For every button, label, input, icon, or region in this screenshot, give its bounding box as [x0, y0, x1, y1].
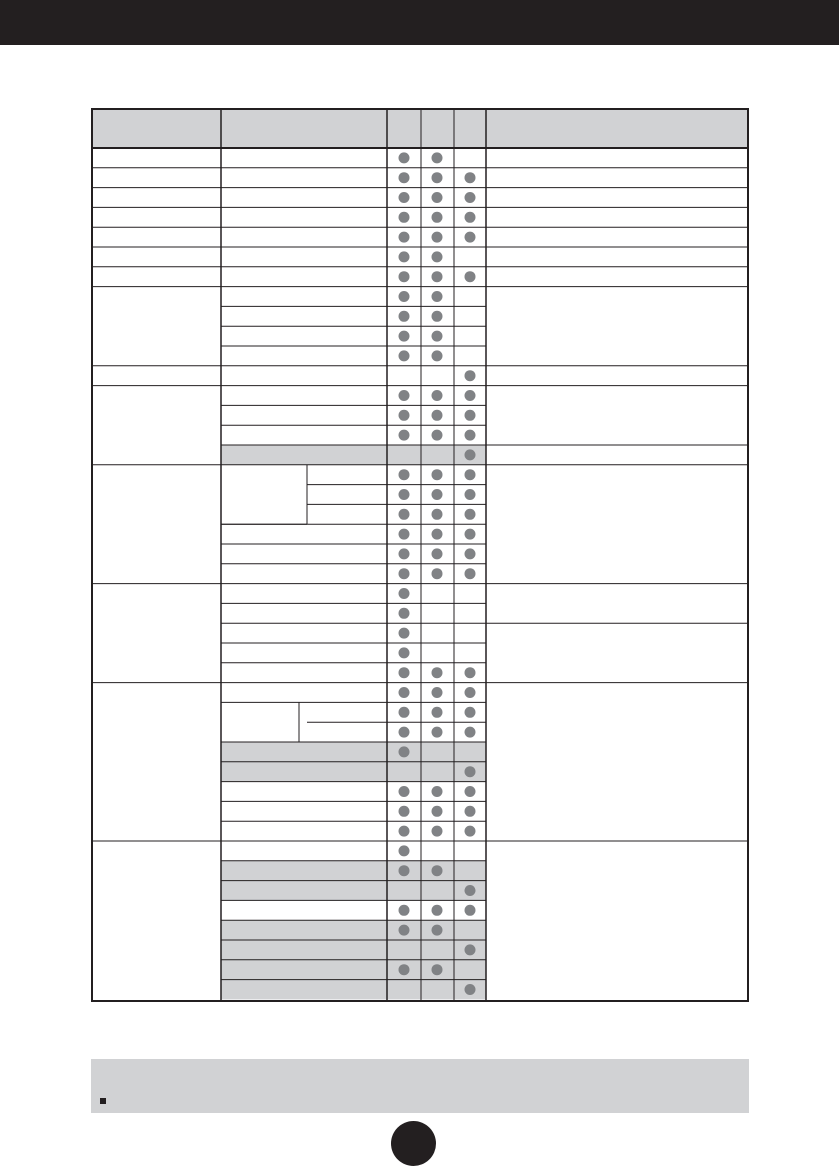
bullet-icon	[100, 1098, 106, 1104]
note-box	[91, 1059, 749, 1113]
page-number-badge	[391, 1121, 436, 1166]
table-frame	[91, 108, 749, 1002]
header-title	[0, 14, 20, 31]
top-header-bar	[0, 0, 839, 45]
